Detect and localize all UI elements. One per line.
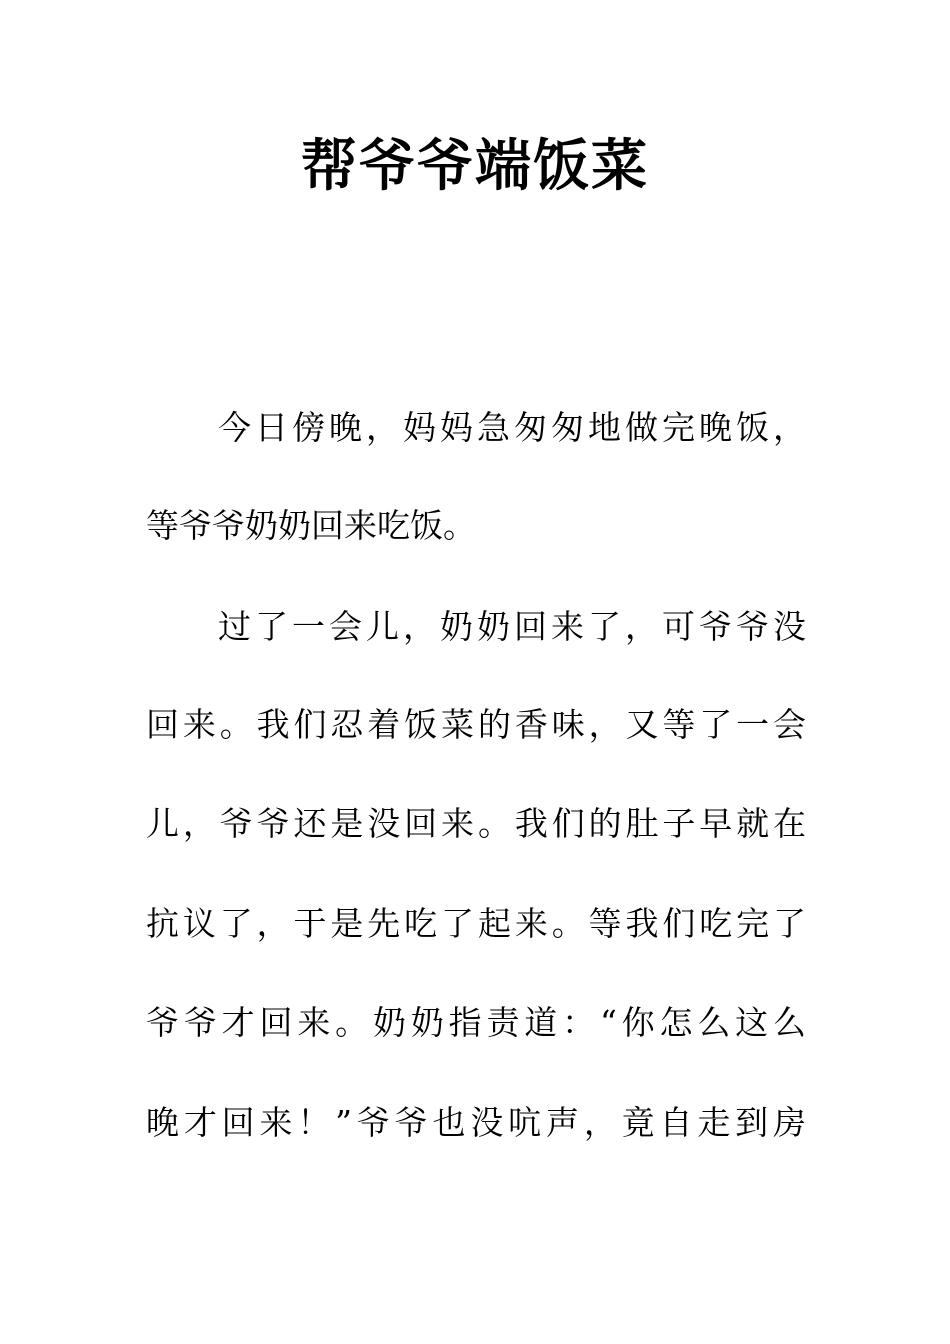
paragraph-2-line-3: 儿，爷爷还是没回来。我们的肚子早就在 bbox=[146, 804, 806, 843]
paragraph-2-line-2: 回来。我们忍着饭菜的香味，又等了一会 bbox=[146, 705, 806, 744]
document-title: 帮爷爷端饭菜 bbox=[301, 133, 649, 199]
paragraph-2-line-1: 过了一会儿，奶奶回来了，可爷爷没 bbox=[218, 607, 806, 646]
paragraph-2-line-6: 晚才回来！”爷爷也没吭声，竟自走到房 bbox=[146, 1103, 806, 1142]
paragraph-1-line-2: 等爷爷奶奶回来吃饭。 bbox=[146, 506, 476, 545]
paragraph-2-line-4: 抗议了，于是先吃了起来。等我们吃完了 bbox=[146, 904, 806, 943]
paragraph-2-line-5: 爷爷才回来。奶奶指责道：“你怎么这么 bbox=[146, 1003, 806, 1042]
paragraph-1-line-1: 今日傍晚，妈妈急匆匆地做完晚饭， bbox=[218, 408, 806, 447]
